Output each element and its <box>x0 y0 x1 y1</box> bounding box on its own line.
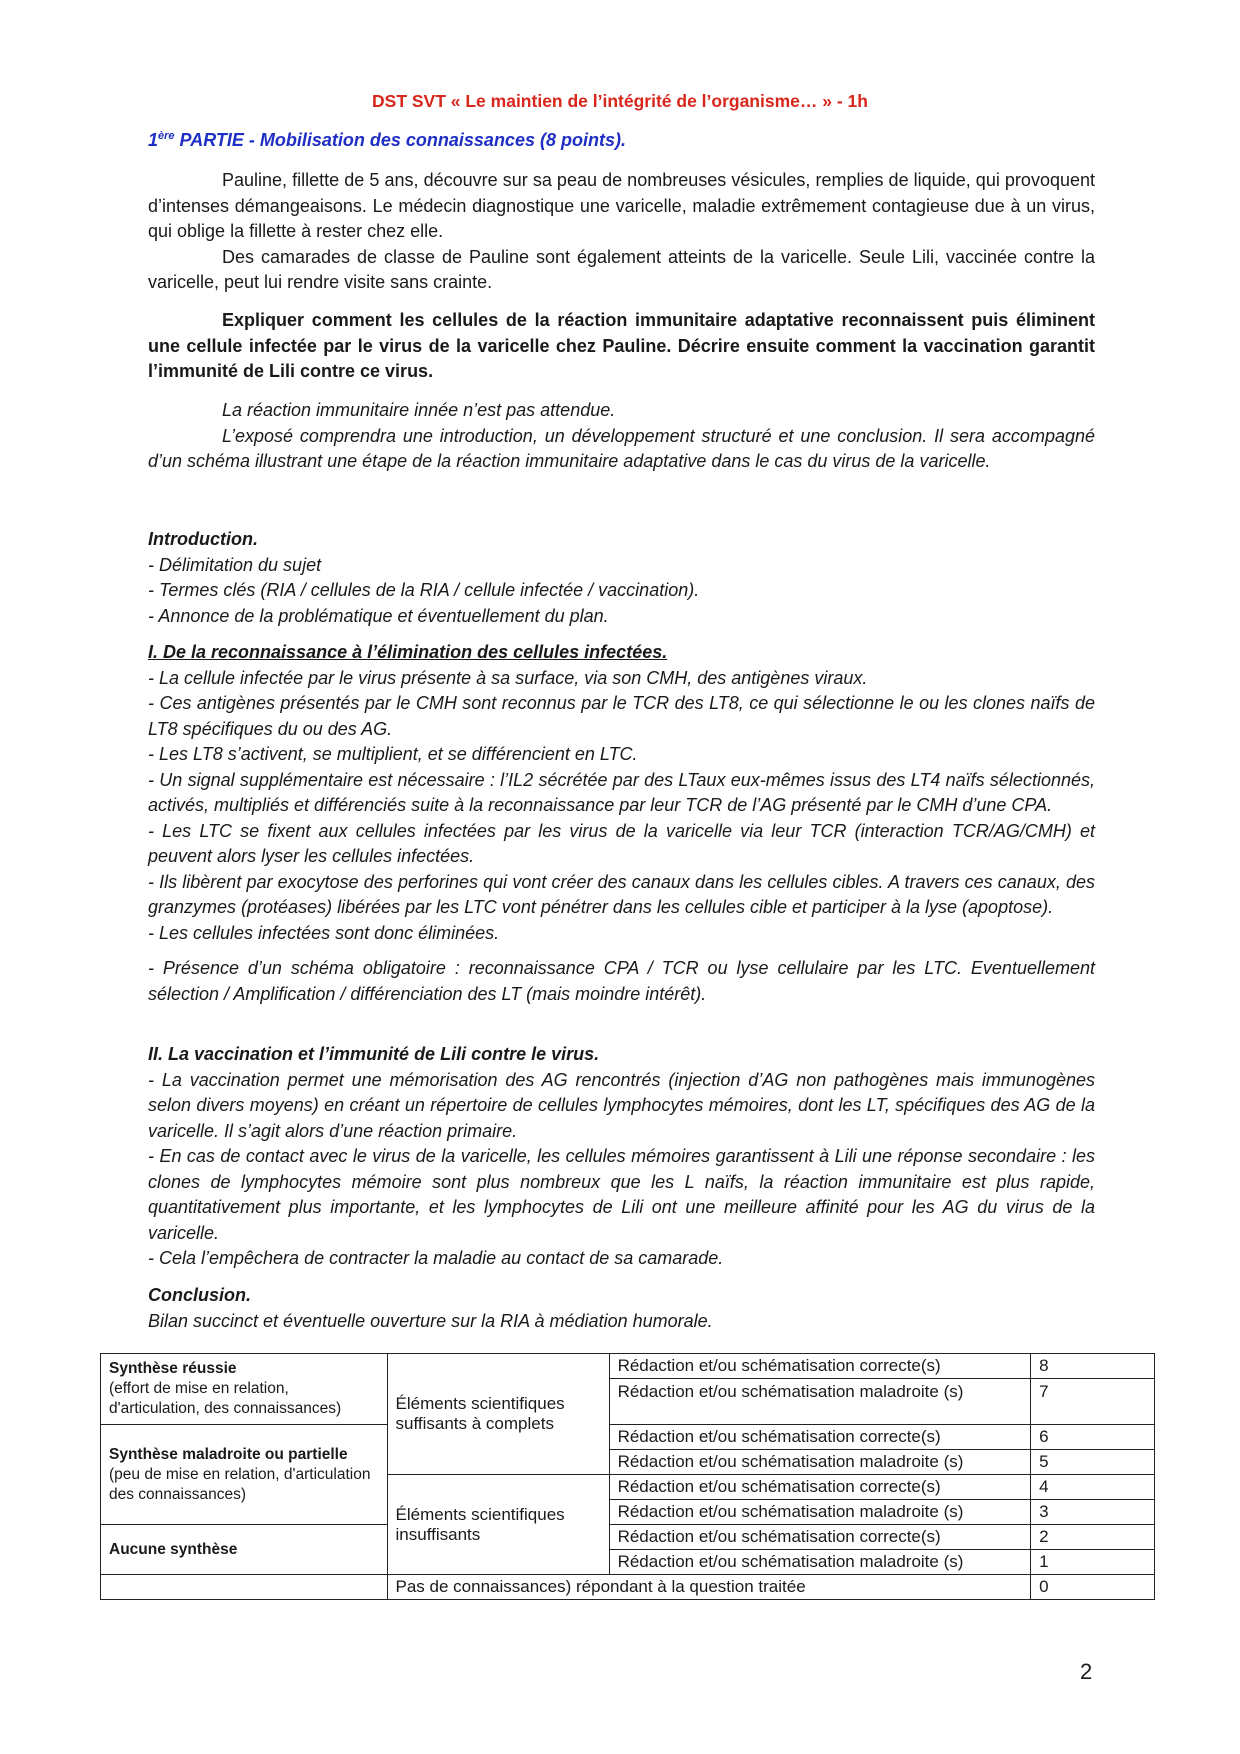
part-heading <box>148 130 626 151</box>
criterion-cell: Rédaction et/ou schématisation correcte(s) <box>609 1475 1031 1500</box>
part-number: 1 <box>148 130 159 150</box>
section-two-heading: II. La vaccination et l’immunité de Lili contre le virus. <box>148 1044 600 1064</box>
synthesis-success-detail: (effort de mise en relation, d'articulation, des connaissances) <box>109 1380 342 1417</box>
table-row <box>101 1425 1155 1450</box>
section-one <box>148 640 1095 1007</box>
conclusion-heading: Conclusion. <box>148 1285 251 1305</box>
section-one-item: - La cellule infectée par le virus présente à sa surface, via son CMH, des antigènes viraux. <box>148 667 868 688</box>
page-number: 2 <box>1080 1659 1093 1684</box>
criterion-cell: Rédaction et/ou schématisation maladroite (s) <box>609 1550 1031 1575</box>
table-row <box>101 1354 1155 1379</box>
criterion-cell: Rédaction et/ou schématisation maladroite (s) <box>609 1500 1031 1525</box>
table-row <box>101 1525 1155 1550</box>
schema-note: - Présence d’un schéma obligatoire : reconnaissance CPA / TCR ou lyse cellulaire par les LTC. Eventuellement sélection / Amplification / différenciation des LT (mais moindre intérêt). <box>148 958 1095 1004</box>
instruction-line: L’exposé comprendra une introduction, un développement structuré et une conclusion. Il sera accompagné d’un schéma illustrant une étape de la réaction immunitaire adaptative dans le cas du virus de la varicelle. <box>148 425 1095 471</box>
synthesis-success-cell <box>101 1354 388 1425</box>
part-ordinal: ère <box>158 130 175 142</box>
elements-sufficient-cell: Éléments scientifiques suffisants à complets <box>387 1354 609 1475</box>
conclusion-section <box>148 1283 1095 1334</box>
synthesis-partial-detail: (peu de mise en relation, d'articulation des connaissances) <box>109 1465 371 1503</box>
synthesis-success-label: Synthèse réussie <box>109 1360 237 1377</box>
score-cell: 0 <box>1031 1575 1155 1600</box>
criterion-cell: Rédaction et/ou schématisation maladroite (s) <box>609 1379 1031 1425</box>
score-cell: 7 <box>1031 1379 1155 1425</box>
criterion-cell: Rédaction et/ou schématisation correcte(s) <box>609 1354 1031 1379</box>
empty-cell <box>101 1575 388 1600</box>
exam-title: DST SVT « Le maintien de l’intégrité de l’organisme… » - 1h <box>372 91 868 111</box>
score-cell: 1 <box>1031 1550 1155 1575</box>
section-two <box>148 1042 1095 1272</box>
introduction-item: - Annonce de la problématique et éventuellement du plan. <box>148 605 609 626</box>
section-one-item: - Les LT8 s’activent, se multiplient, et se différencient en LTC. <box>148 744 638 764</box>
section-one-item: - Les LTC se fixent aux cellules infectées par les virus de la varicelle via leur TCR (interaction TCR/AG/CMH) et peuvent alors lyser les cellules infectées. <box>148 820 1095 866</box>
context-paragraph: Des camarades de classe de Pauline sont également atteints de la varicelle. Seule Lili, vaccinée contre la varicelle, peut lui rendre visite sans crainte. <box>148 246 1095 292</box>
score-cell: 4 <box>1031 1475 1155 1500</box>
context-paragraph: Pauline, fillette de 5 ans, découvre sur sa peau de nombreuses vésicules, remplies de liquide, qui provoquent d’intenses démangeaisons. Le médecin diagnostique une varicelle, maladie extrêmement contagieuse due à un virus, qui oblige la fillette à rester chez elle. <box>148 170 1095 241</box>
score-cell: 2 <box>1031 1525 1155 1550</box>
question-text <box>148 308 1095 385</box>
question-paragraph: Expliquer comment les cellules de la réaction immunitaire adaptative reconnaissent puis éliminent une cellule infectée par le virus de la varicelle chez Pauline. Décrire ensuite comment la vaccination garantit l’immunité de Lili contre ce virus. <box>148 310 1095 381</box>
section-one-item: - Ils libèrent par exocytose des perforines qui vont créer des canaux dans les cellules cibles. A travers ces canaux, des granzymes (protéases) libérées par les LTC vont pénétrer dans les cellules cible et participer à la lyse (apoptose). <box>148 871 1095 917</box>
score-cell: 8 <box>1031 1354 1155 1379</box>
score-cell: 6 <box>1031 1425 1155 1450</box>
introduction-item: - Délimitation du sujet <box>148 554 322 575</box>
introduction-heading: Introduction. <box>148 529 258 549</box>
section-one-item: - Les cellules infectées sont donc éliminées. <box>148 922 500 943</box>
criterion-cell: Rédaction et/ou schématisation correcte(s) <box>609 1525 1031 1550</box>
context-text <box>148 168 1095 296</box>
section-one-item: - Ces antigènes présentés par le CMH sont reconnus par le TCR des LT8, ce qui sélectionne le ou les clones naïfs de LT8 spécifiques du ou des AG. <box>148 693 1095 739</box>
section-two-item: - En cas de contact avec le virus de la varicelle, les cellules mémoires garantissent à Lili une réponse secondaire : les clones de lymphocytes mémoire sont plus nombreux que les L naïfs, la réaction immunitaire est plus rapide, quantitativement plus importante, et les lymphocytes de Lili ont une meilleure affinité pour les AG du virus de la varicelle. <box>148 1146 1095 1243</box>
score-cell: 3 <box>1031 1500 1155 1525</box>
introduction-section <box>148 527 1095 629</box>
instruction-line: La réaction immunitaire innée n’est pas attendue. <box>222 400 616 420</box>
synthesis-partial-cell <box>101 1425 388 1525</box>
synthesis-none-cell <box>101 1525 388 1575</box>
section-two-item: - Cela l’empêchera de contracter la maladie au contact de sa camarade. <box>148 1248 724 1268</box>
no-knowledge-cell: Pas de connaissances) répondant à la question traitée <box>387 1575 1031 1600</box>
section-two-item: - La vaccination permet une mémorisation des AG rencontrés (injection d’AG non pathogènes mais immunogènes selon divers moyens) en créant un répertoire de cellules lymphocytes mémoires, dont les LT, spécifiques des AG de la varicelle. Il s’agit alors d’une réaction primaire. <box>148 1069 1095 1141</box>
table-row <box>101 1575 1155 1600</box>
section-one-heading: I. De la reconnaissance à l’élimination des cellules infectées. <box>148 642 668 662</box>
elements-insufficient-cell: Éléments scientifiques insuffisants <box>387 1475 609 1575</box>
conclusion-text: Bilan succinct et éventuelle ouverture sur la RIA à médiation humorale. <box>148 1310 713 1331</box>
instructions-text <box>148 398 1095 475</box>
score-cell: 5 <box>1031 1450 1155 1475</box>
synthesis-partial-label: Synthèse maladroite ou partielle <box>109 1445 348 1463</box>
criterion-cell: Rédaction et/ou schématisation maladroite (s) <box>609 1450 1031 1475</box>
criterion-cell: Rédaction et/ou schématisation correcte(s) <box>609 1425 1031 1450</box>
introduction-item: - Termes clés (RIA / cellules de la RIA / cellule infectée / vaccination). <box>148 580 700 600</box>
section-one-item: - Un signal supplémentaire est nécessaire : l’IL2 sécrétée par des LTaux eux-mêmes issus des LT4 naïfs sélectionnés, activés, multipliés et différenciés suite à la reconnaissance par leur TCR de l’AG présenté par le CMH d’une CPA. <box>148 769 1095 815</box>
grading-table <box>100 1353 1155 1600</box>
part-title: PARTIE - Mobilisation des connaissances (8 points). <box>174 130 626 150</box>
synthesis-none-label: Aucune synthèse <box>109 1540 238 1558</box>
